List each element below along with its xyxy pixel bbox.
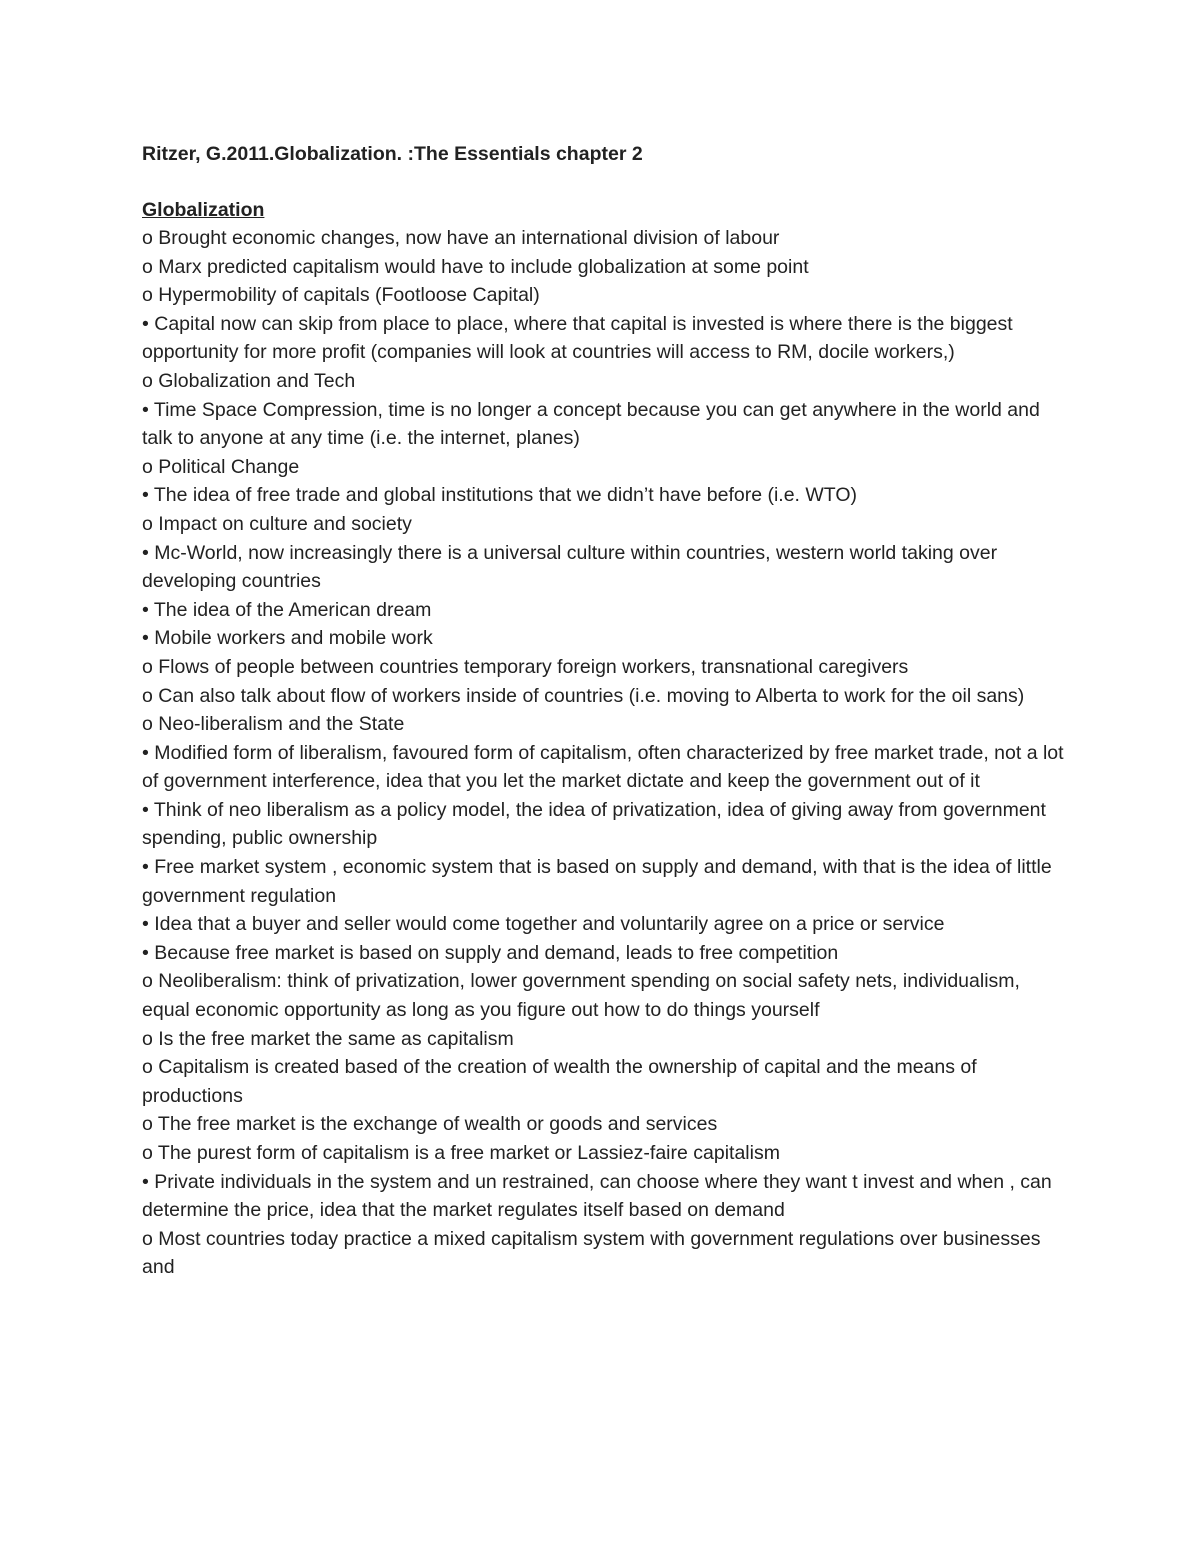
list-item: • The idea of the American dream xyxy=(142,598,432,621)
list-item: o Impact on culture and society xyxy=(142,512,412,535)
list-item: o The free market is the exchange of wealth or goods and services xyxy=(142,1113,718,1136)
list-item: • Private individuals in the system and un restrained, can choose where they want t invest and when , can determine the price, idea that the market regulates itself based on demand xyxy=(142,1170,1058,1222)
list-item: • Time Space Compression, time is no longer a concept because you can get anywhere in the world and talk to anyone at any time (i.e. the internet, planes) xyxy=(142,398,1046,450)
list-item: • Mobile workers and mobile work xyxy=(142,627,433,650)
list-item: • Because free market is based on supply and demand, leads to free competition xyxy=(142,941,839,964)
list-item: o Neo-liberalism and the State xyxy=(142,713,405,736)
list-item: o Capitalism is created based of the creation of wealth the ownership of capital and the means of productions xyxy=(142,1056,983,1107)
list-item: • Free market system , economic system that is based on supply and demand, with that is the idea of little government regulation xyxy=(142,856,1058,907)
list-item: o Marx predicted capitalism would have to include globalization at some point xyxy=(142,255,809,278)
list-item: o Can also talk about flow of workers inside of countries (i.e. moving to Alberta to work for the oil sans) xyxy=(142,684,1025,707)
list-item: • Mc-World, now increasingly there is a universal culture within countries, western world taking over developing countries xyxy=(142,541,1003,593)
list-item: • Think of neo liberalism as a policy model, the idea of privatization, idea of giving away from government spending, public ownership xyxy=(142,798,1052,850)
list-item: o Brought economic changes, now have an international division of labour xyxy=(142,227,780,249)
list-item: • Capital now can skip from place to place, where that capital is invested is where there is the biggest opportunity for more profit (companies will look at countries will access to RM, docile workers,) xyxy=(142,312,1019,364)
list-item: • Idea that a buyer and seller would come together and voluntarily agree on a price or service xyxy=(142,913,945,936)
list-item: o Globalization and Tech xyxy=(142,369,356,392)
list-item: o Political Change xyxy=(142,455,300,478)
list-item: o The purest form of capitalism is a free market or Lassiez-faire capitalism xyxy=(142,1142,780,1164)
list-item: o Neoliberalism: think of privatization, lower government spending on social safety nets, individualism, equal economic opportunity as long as you figure out how to do things yourself xyxy=(142,970,1026,1022)
list-item: • The idea of free trade and global institutions that we didn’t have before (i.e. WTO) xyxy=(142,484,858,507)
section-heading: Globalization xyxy=(142,199,265,221)
list-item: o Most countries today practice a mixed capitalism system with government regulations over businesses and xyxy=(142,1227,1046,1279)
list-item: • Modified form of liberalism, favoured form of capitalism, often characterized by free market trade, not a lot of government interference, idea that you let the market dictate and keep the government out of it xyxy=(142,741,1069,793)
document-page xyxy=(142,140,1072,1282)
document-title: Ritzer, G.2011.Globalization. :The Essentials chapter 2 xyxy=(142,143,643,165)
list-item: o Hypermobility of capitals (Footloose Capital) xyxy=(142,284,540,307)
list-item: o Flows of people between countries temporary foreign workers, transnational caregivers xyxy=(142,655,909,678)
list-item: o Is the free market the same as capitalism xyxy=(142,1027,514,1050)
notes-list xyxy=(142,224,1072,1282)
